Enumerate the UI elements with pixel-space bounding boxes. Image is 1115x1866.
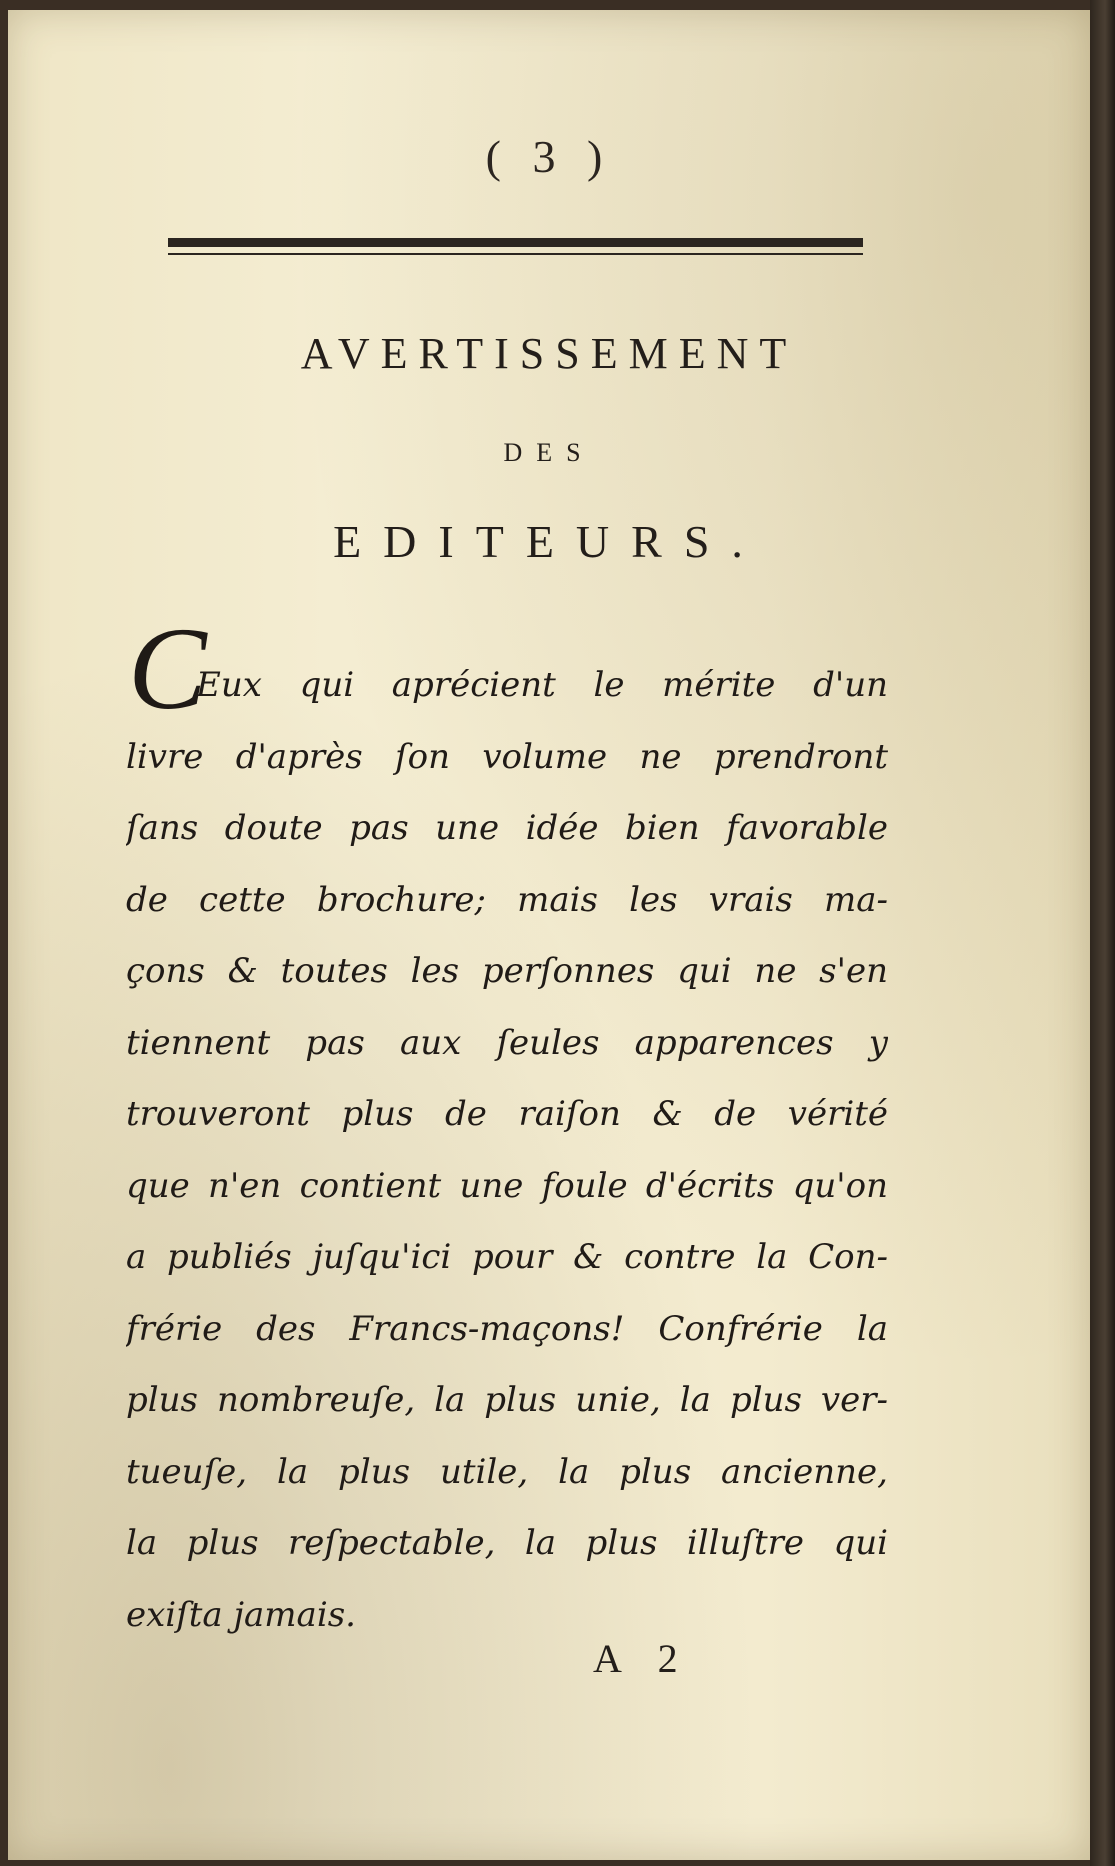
body-paragraph (126, 665, 888, 1666)
page-edge-shadow (1090, 0, 1115, 1866)
text-line: que n'en contient une foule d'écrits qu'on (126, 1165, 888, 1206)
page-number: ( 3 ) (485, 131, 613, 182)
header-rule-thick (168, 238, 863, 247)
text-line: frérie des Francs-maçons! Confrérie la (126, 1308, 888, 1349)
text-line: la plus reſpectable, la plus illuſtre qui (126, 1523, 888, 1563)
text-line: trouveront plus de raiſon & de vérité (126, 1094, 888, 1134)
drop-cap-initial: C (128, 603, 207, 734)
heading-avertissement: AVERTISSEMENT (300, 329, 798, 378)
paper-sheet (8, 10, 1090, 1860)
heading-des: DES (503, 438, 595, 467)
text-line: tiennent pas aux ſeules apparences y (126, 1022, 888, 1063)
text-line: çons & toutes les perſonnes qui ne s'en (126, 951, 888, 991)
text-line: tueuſe, la plus utile, la plus ancienne, (126, 1451, 888, 1492)
text-line: livre d'après ſon volume ne prendront (126, 736, 888, 777)
header-rule-thin (168, 253, 863, 255)
text-line: plus nombreuſe, la plus unie, la plus ver- (126, 1380, 888, 1420)
text-line: Eux qui aprécient le mérite d'un (196, 665, 888, 705)
text-line: de cette brochure; mais les vrais ma- (126, 879, 888, 920)
text-line: ſans doute pas une idée bien favorable (126, 808, 888, 848)
text-line: exiſta jamais. (126, 1594, 356, 1635)
text-line: a publiés juſqu'ici pour & contre la Con- (126, 1237, 888, 1277)
heading-editeurs: EDITEURS. (333, 516, 765, 567)
signature-mark: A 2 (593, 1636, 692, 1681)
